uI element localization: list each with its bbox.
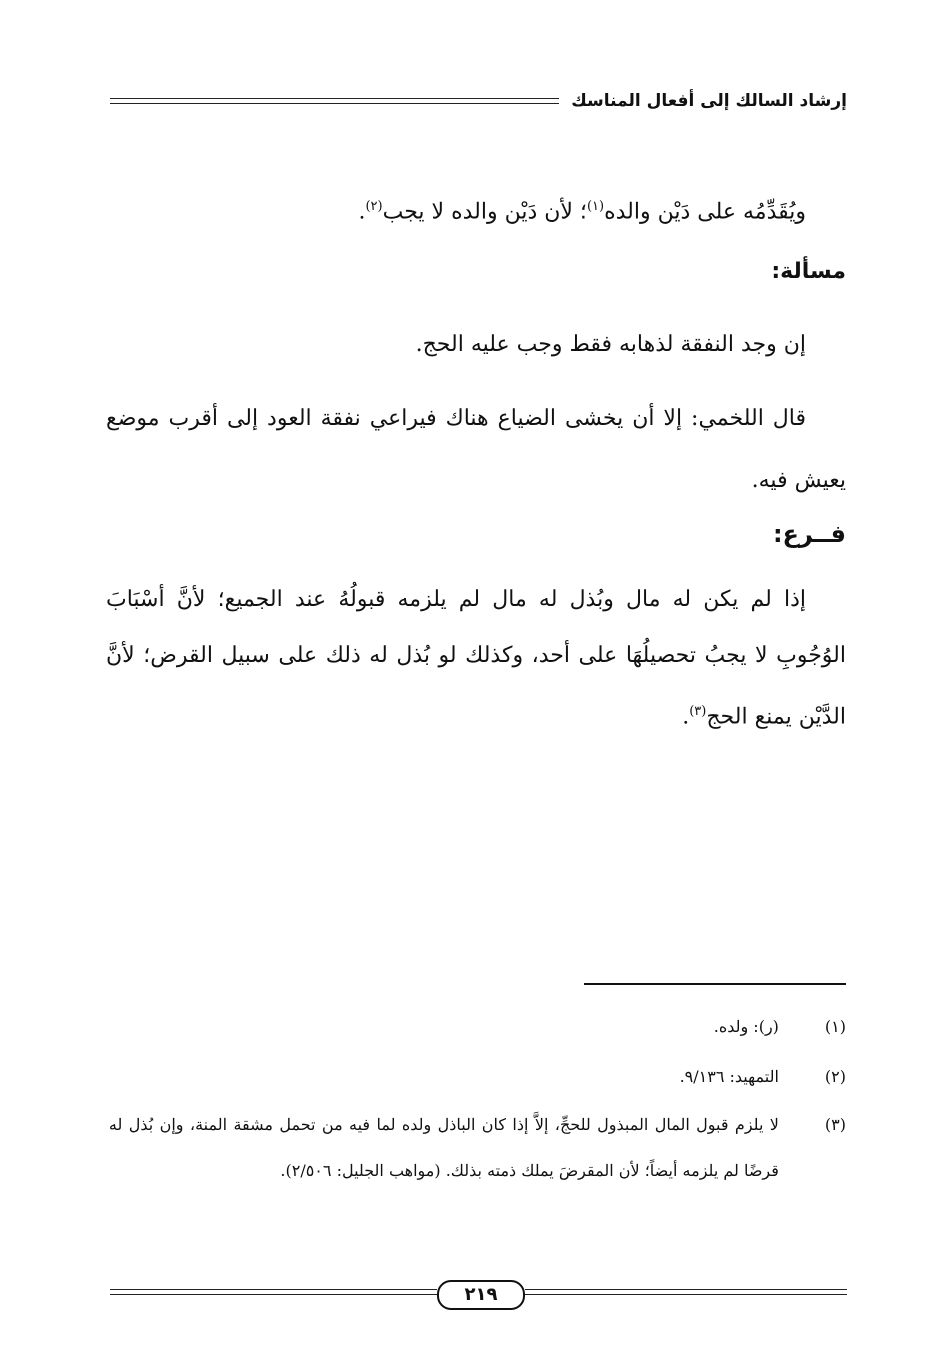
footnote-ref-3: (٣) [689,704,707,719]
footer-rule [525,1289,847,1290]
para4-text: إذا لم يكن له مال وبُذل له مال لم يلزمه قبولُهُ عند الجميع؛ لأنَّ أسْبَابَ الوُجُوبِ لا يجبُ تحصيلُهَا على أحد، وكذلك لو بُذل له ذلك على سبيل القرض؛ لأنَّ الدَّيْن يمنع الحج [106,587,846,730]
para1-end: . [358,199,366,225]
footnote-number: (٣) [824,1115,846,1134]
para1-mid: ؛ لأن دَيْن والده لا يجب [382,199,587,225]
para3-text: قال اللخمي: إلا أن يخشى الضياع هناك فيراعي نفقة العود إلى أقرب موضع يعيش فيه. [106,406,846,493]
footnote-2 [106,1052,846,1102]
section-heading-far: فــرع: [772,520,846,548]
para2-text: إن وجد النفقة لذهابه فقط وجب عليه الحج. [415,332,806,357]
paragraph-3 [106,388,846,512]
footer-rule [525,1294,847,1295]
running-header [110,88,847,114]
footnote-separator [584,983,846,985]
footnote-number: (١) [824,1017,846,1036]
para1-text: ويُقَدِّمُه على دَيْن والده [604,199,806,225]
footnote-text: (ر): ولده. [713,1017,779,1036]
page-number: ٢١٩ [437,1280,525,1310]
section-heading-masala: مسألة: [771,259,846,284]
footnote-3 [106,1102,846,1194]
paragraph-2 [106,326,846,364]
footnote-ref-1: (١) [586,199,605,214]
paragraph-1 [106,188,846,231]
paragraph-4 [106,572,846,745]
page-footer [110,1280,847,1308]
footnote-text: التمهيد: ٩/١٣٦. [679,1067,779,1086]
footnote-ref-2: (٢) [365,199,383,214]
footer-rule [110,1289,437,1290]
footer-rule [110,1294,437,1295]
footnote-1 [106,1002,846,1052]
para4-end: . [682,704,690,730]
footnote-text: لا يلزم قبول المال المبذول للحجِّ، إلاَّ إذا كان الباذل ولده لما فيه من تحمل مشقة المنة، وإن بُذل له قرضًا لم يلزمه أيضاً؛ لأن المقرضَ يملك ذمته بذلك. (مواهب الجليل: ٢/٥٠٦). [108,1115,779,1180]
book-title: إرشاد السالك إلى أفعال المناسك [559,88,847,114]
footnote-number: (٢) [824,1067,846,1086]
